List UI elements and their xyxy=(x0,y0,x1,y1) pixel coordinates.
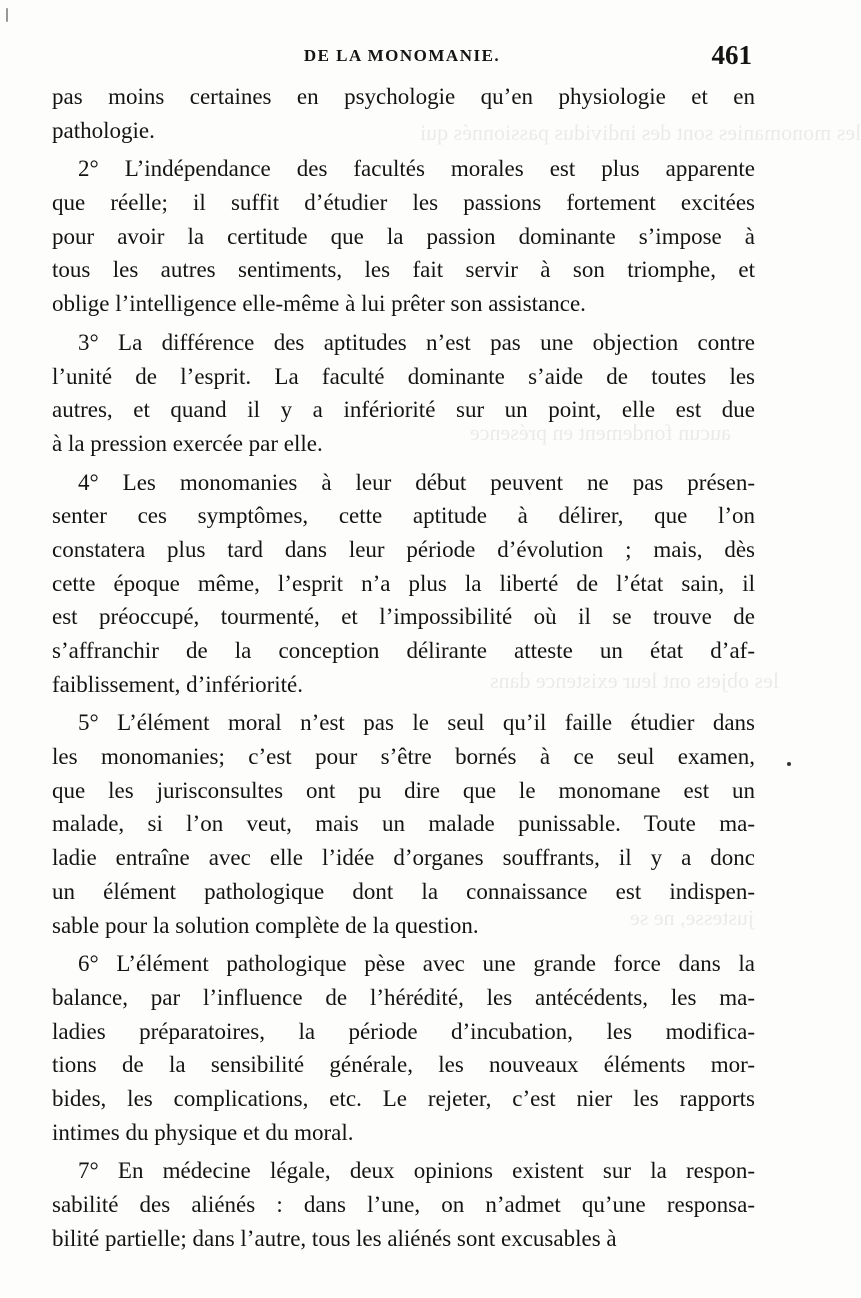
text-line: pas moins certaines en psychologie qu’en physiologie et en xyxy=(52,84,755,109)
text-line: oblige l’intelligence elle-même à lui prêter son assistance. xyxy=(52,291,586,317)
text-line: intimes du physique et du moral. xyxy=(52,1119,354,1145)
paper-speck xyxy=(787,762,791,766)
text-line: autres, et quand il y a infériorité sur un point, elle est due xyxy=(52,397,755,423)
page-number: 461 xyxy=(711,40,752,70)
text-line: bilité partielle; dans l’autre, tous les aliénés sont excusables à xyxy=(52,1225,617,1251)
text-line: à la pression exercée par elle. xyxy=(52,430,323,456)
paragraph xyxy=(52,466,755,702)
paragraph xyxy=(52,80,755,147)
text-line: ladies préparatoires, la période d’incubation, les modifica- xyxy=(52,1018,755,1044)
show-through-text: justesse, ne se xyxy=(630,905,755,930)
show-through-text: les monomanies sont des individus passionnés qui xyxy=(420,120,861,145)
text-line: 7° En médecine légale, deux opinions existent sur la respon- xyxy=(78,1158,755,1184)
text-line: 3° La différence des aptitudes n’est pas une objection contre xyxy=(78,329,755,355)
text-line: senter ces symptômes, cette aptitude à délirer, que l’on xyxy=(52,503,755,529)
text-line: les monomanies; c’est pour s’être bornés à ce seul examen, xyxy=(52,744,755,770)
text-line: constatera plus tard dans leur période d’évolution ; mais, dès xyxy=(52,536,755,562)
text-line: un élément pathologique dont la connaissance est indispen- xyxy=(52,878,755,904)
running-head xyxy=(52,40,752,74)
paper-speck xyxy=(6,8,8,22)
text-line: sable pour la solution complète de la question. xyxy=(52,912,479,938)
paragraph xyxy=(52,152,755,320)
paragraph xyxy=(52,1154,755,1255)
body-text xyxy=(52,80,755,1260)
text-line: est préoccupé, tourmenté, et l’impossibilité où il se trouve de xyxy=(52,604,755,630)
running-title: DE LA MONOMANIE. xyxy=(303,46,501,65)
text-line: malade, si l’on veut, mais un malade punissable. Toute ma- xyxy=(52,811,755,837)
show-through-text: aucun fondement en présence xyxy=(470,420,731,445)
show-through-text: les objets ont leur existence dans xyxy=(490,668,779,693)
text-line: que les jurisconsultes ont pu dire que le monomane est un xyxy=(52,777,755,803)
text-line: pathologie. xyxy=(52,117,155,143)
paragraph xyxy=(52,947,755,1149)
text-line: 5° L’élément moral n’est pas le seul qu’il faille étudier dans xyxy=(78,710,755,736)
text-line: 4° Les monomanies à leur début peuvent ne pas présen- xyxy=(78,469,755,495)
text-line: s’affranchir de la conception délirante atteste un état d’af- xyxy=(52,638,755,663)
text-line: cette époque même, l’esprit n’a plus la liberté de l’état sain, il xyxy=(52,570,755,596)
text-line: 2° L’indépendance des facultés morales est plus apparente xyxy=(78,156,755,182)
text-line: l’unité de l’esprit. La faculté dominante s’aide de toutes les xyxy=(52,363,755,389)
text-line: faiblissement, d’infériorité. xyxy=(52,671,304,697)
text-line: bides, les complications, etc. Le rejeter, c’est nier les rapports xyxy=(52,1085,755,1111)
paragraph xyxy=(52,706,755,942)
text-line: 6° L’élément pathologique pèse avec une grande force dans la xyxy=(78,951,755,977)
text-line: tions de la sensibilité générale, les nouveaux éléments mor- xyxy=(52,1052,755,1078)
text-line: sabilité des aliénés : dans l’une, on n’admet qu’une responsa- xyxy=(52,1192,755,1217)
paragraph xyxy=(52,326,755,461)
text-line: que réelle; il suffit d’étudier les passions fortement excitées xyxy=(52,190,755,216)
text-line: ladie entraîne avec elle l’idée d’organes souffrants, il y a donc xyxy=(52,845,755,871)
text-line: balance, par l’influence de l’hérédité, les antécédents, les ma- xyxy=(52,984,755,1010)
text-line: tous les autres sentiments, les fait servir à son triomphe, et xyxy=(52,257,755,283)
text-line: pour avoir la certitude que la passion dominante s’impose à xyxy=(52,223,755,249)
